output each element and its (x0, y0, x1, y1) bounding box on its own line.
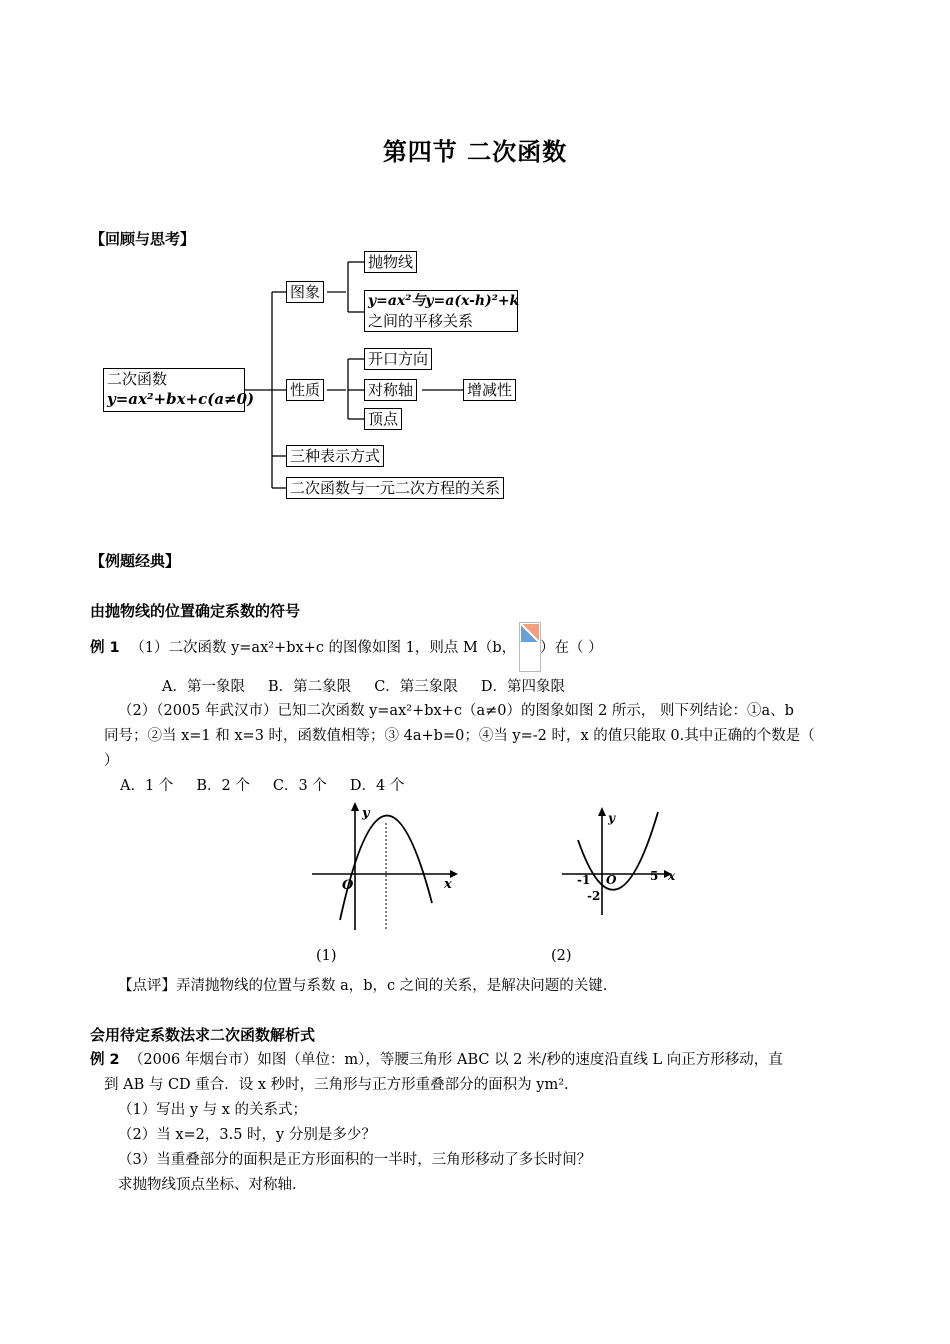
figure-1 (300, 795, 470, 935)
ex1-q2-line3: ） (104, 753, 119, 769)
broken-image-icon (519, 622, 541, 672)
monotonic-box: 增减性 (463, 379, 516, 401)
ex2-label: 例 2 (90, 1052, 120, 1068)
ex1-q1-line (90, 636, 516, 657)
examples-header: 【例题经典】 (90, 552, 181, 570)
ex2-q1: （1）写出 y 与 x 的关系式； (118, 1102, 308, 1118)
root-formula: y=ax²+bx+c(a≠0) (107, 390, 255, 408)
section2-title: 会用待定系数法求二次函数解析式 (90, 1026, 316, 1044)
opening-box: 开口方向 (364, 348, 432, 370)
axis-box: 对称轴 (364, 379, 417, 401)
review-header: 【回顾与思考】 (90, 230, 196, 248)
ex2-line1 (90, 1048, 783, 1069)
shift-formula: y=ax²与y=a(x-h)²+k (368, 293, 520, 309)
section1-title: 由抛物线的位置确定系数的符号 (90, 602, 301, 620)
image-box: 图象 (286, 281, 324, 303)
diagram-connectors (0, 0, 950, 520)
ex2-q3: （3）当重叠部分的面积是正方形面积的一半时，三角形移动了多长时间？ (118, 1152, 592, 1168)
f1-origin-label: O (342, 878, 354, 893)
f2-5-label: 5 (650, 869, 659, 883)
vertex-box: 顶点 (364, 408, 402, 430)
f2-x-label: x (668, 869, 676, 883)
figure-2 (560, 800, 690, 920)
f1-y-arrow-icon (351, 802, 359, 811)
ex1-q2-options: A．1 个 B．2 个 C．3 个 D．4 个 (120, 778, 405, 794)
ex1-label: 例 1 (90, 640, 120, 656)
shift-box (364, 290, 518, 332)
f2-neg1-label: -1 (577, 873, 591, 887)
relation-box: 二次函数与一元二次方程的关系 (286, 477, 504, 499)
f2-y-arrow-icon (598, 807, 606, 816)
root-box (103, 368, 255, 412)
ex1-q1-options: A．第一象限 B．第二象限 C．第三象限 D．第四象限 (162, 679, 565, 695)
f1-x-label: x (444, 877, 452, 892)
ex1-q2-line1: （2）（2005 年武汉市）已知二次函数 y=ax²+bx+c（a≠0）的图象如图 2 所示， 则下列结论：①a、b (118, 703, 794, 719)
ex1-q2-line2: 同号；②当 x=1 和 x=3 时，函数值相等；③ 4a+b=0；④当 y=-2 时，x 的值只能取 0.其中正确的个数是（ (104, 728, 815, 744)
shift-label: 之间的平移关系 (368, 312, 474, 330)
f2-origin-label: O (606, 873, 617, 887)
ex1-q1-text: （1）二次函数 y=ax²+bx+c 的图像如图 1，则点 M（b， (130, 640, 517, 656)
property-box: 性质 (286, 379, 324, 401)
root-label: 二次函数 (107, 370, 168, 388)
ex2-q4: 求抛物线顶点坐标、对称轴. (118, 1177, 297, 1193)
three-forms-box: 三种表示方式 (286, 445, 384, 467)
page-title: 第四节 二次函数 (382, 138, 568, 166)
f1-y-label: y (362, 806, 370, 821)
parabola-box: 抛物线 (364, 251, 417, 273)
ex2-line2: 到 AB 与 CD 重合．设 x 秒时，三角形与正方形重叠部分的面积为 ym². (104, 1077, 569, 1093)
ex2-q2: （2）当 x=2，3.5 时，y 分别是多少？ (118, 1127, 376, 1143)
ex1-q1-tail: ）在（ ） (540, 640, 603, 656)
f2-y-label: y (608, 811, 615, 825)
f2-neg2-label: -2 (587, 889, 601, 903)
ex1-comment: 【点评】弄清抛物线的位置与系数 a，b，c 之间的关系，是解决问题的关键. (118, 978, 608, 994)
ex2-text: （2006 年烟台市）如图（单位：m），等腰三角形 ABC 以 2 米/秒的速度沿直线 L 向正方形移动，直 (119, 1052, 783, 1068)
fig1-caption: (1) (316, 948, 337, 964)
fig2-caption: (2) (551, 948, 572, 964)
